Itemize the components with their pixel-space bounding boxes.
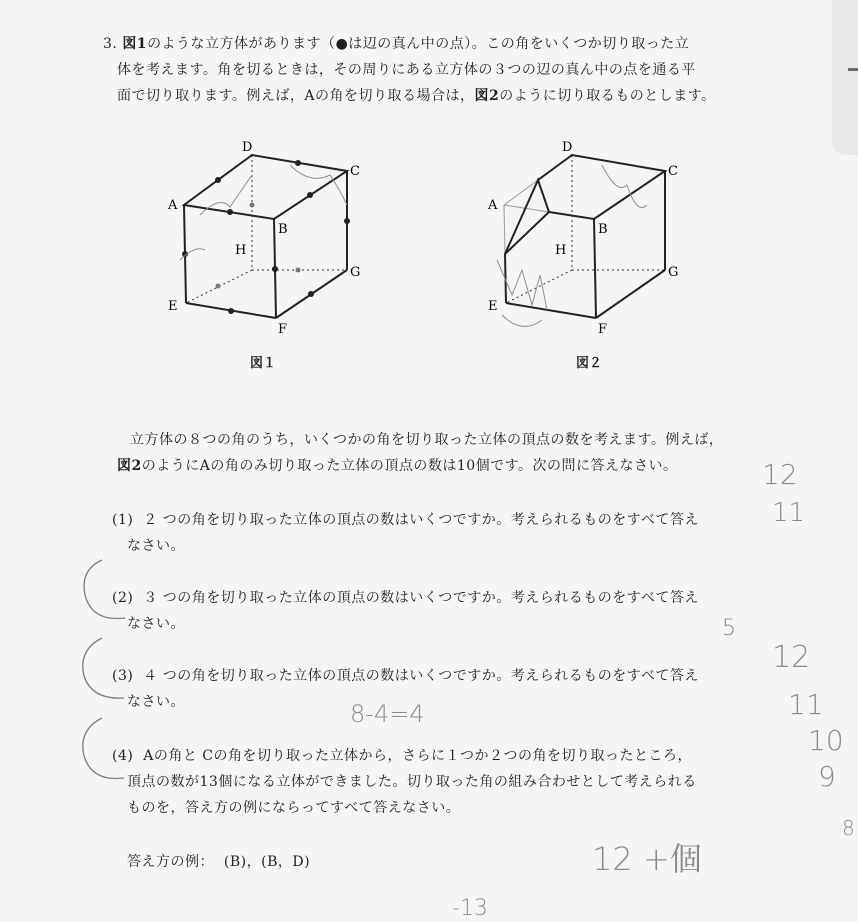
intro-text-b: は辺の真ん中の点）。この角をいくつか切り取った立 — [348, 36, 690, 52]
circle-mark-q2 — [84, 560, 125, 619]
note-right-5: 10 — [808, 724, 844, 757]
note-corner: 8 — [842, 816, 855, 840]
question-text: Aの角と Cの角を切り取った立体から，さらに１つか２つの角を切り取ったところ， — [143, 748, 693, 764]
note-q3: 8-4=4 — [350, 700, 425, 728]
vertex-label-f: F — [278, 322, 288, 337]
question-number: (4) — [112, 748, 134, 764]
question-text: ２ つの角を切り取った立体の頂点の数はいくつですか。考えられるものをすべて答え — [143, 512, 699, 528]
vertex-label-e: E — [488, 299, 498, 314]
circle-mark-q4 — [83, 718, 124, 779]
fig2-ref: 図2 — [474, 88, 500, 104]
description-line1: 立方体の８つの角のうち，いくつかの角を切り取った立体の頂点の数を考えます。例えば， — [130, 432, 724, 448]
vertex-label-d: D — [562, 140, 573, 155]
question-3-line2: なさい。 — [127, 694, 185, 710]
note-q2: 5 — [722, 616, 736, 641]
vertex-label-f: F — [598, 322, 608, 337]
answer-example-label: 答え方の例： — [127, 854, 214, 870]
question-1-line2: なさい。 — [127, 538, 185, 554]
note-right-2: 11 — [772, 498, 806, 528]
note-bottom: 12 +個 — [592, 840, 702, 878]
vertex-label-d: D — [242, 140, 253, 155]
vertex-label-b: B — [278, 222, 288, 237]
question-text: ４ つの角を切り取った立体の頂点の数はいくつですか。考えられるものをすべて答え — [143, 668, 699, 684]
vertex-label-c: C — [350, 164, 360, 179]
problem-intro-line2: 体を考えます。角を切るときは，その周りにある立方体の３つの辺の真ん中の点を通る平 — [117, 62, 696, 78]
intro-text-a: のような立方体があります（ — [147, 36, 336, 52]
question-text: ３ つの角を切り取った立体の頂点の数はいくつですか。考えられるものをすべて答え — [143, 590, 699, 606]
vertex-label-c: C — [668, 164, 678, 179]
dot-icon: ● — [335, 36, 349, 52]
circle-mark-q3 — [83, 638, 124, 698]
figure-2-caption: 図２ — [576, 356, 603, 371]
note-right-3: 12 — [772, 640, 811, 675]
description-text: のようにAの角のみ切り取った立体の頂点の数は10個です。次の問に答えなさい。 — [141, 458, 678, 474]
problem-number: 3. — [103, 36, 118, 52]
question-number: (2) — [112, 590, 134, 606]
vertex-label-g: G — [668, 265, 679, 280]
vertex-label-a: A — [488, 198, 498, 213]
vertex-label-e: E — [168, 299, 178, 314]
intro-text-d: のように切り取るものとします。 — [499, 88, 716, 104]
question-number: (3) — [112, 668, 134, 684]
figure-1-caption: 図１ — [250, 356, 277, 371]
question-4-line2: 頂点の数が13個になる立体ができました。切り取った角の組み合わせとして考えられる — [127, 774, 697, 790]
vertex-label-g: G — [350, 265, 361, 280]
vertex-label-h: H — [235, 243, 247, 258]
vertex-label-h: H — [555, 243, 567, 258]
fig2-ref: 図2 — [117, 458, 142, 474]
question-number: (1) — [112, 512, 134, 528]
vertex-label-a: A — [168, 198, 178, 213]
note-footer: -13 — [452, 896, 488, 921]
fig1-ref: 図1 — [122, 36, 148, 52]
vertex-label-b: B — [598, 222, 608, 237]
question-4-line3: ものを，答え方の例にならってすべて答えなさい。 — [127, 800, 461, 816]
answer-example-value: (B)，(B，D) — [223, 854, 311, 870]
question-2-line2: なさい。 — [127, 616, 185, 632]
note-right-4: 11 — [788, 688, 824, 721]
note-right-1: 12 — [762, 458, 798, 491]
intro-text-c: 面で切り取ります。例えば，Aの角を切り取る場合は， — [117, 88, 475, 104]
note-right-6: 9 — [818, 760, 836, 793]
